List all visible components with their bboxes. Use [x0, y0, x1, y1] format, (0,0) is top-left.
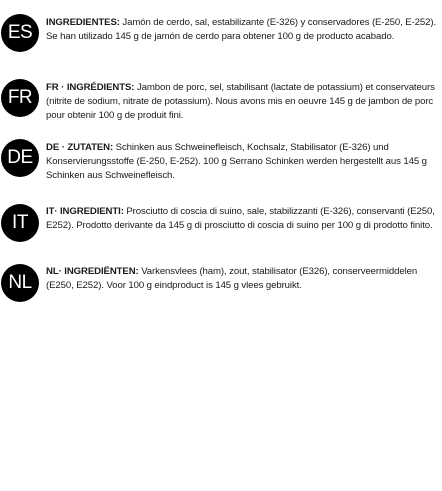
- ingredients-heading-fr: FR · INGRÉDIENTS:: [46, 82, 135, 93]
- ingredients-body-de: Schinken aus Schweinefleisch, Kochsalz, Stabilisator (E-326) und Konservierungsstoffe (E-250, E-252). 100 g Serrano Schinken werden hergestellt aus 145 g Schinken aus Schweinefleisch.: [46, 142, 427, 181]
- ingredients-heading-it: IT· INGREDIENTI:: [46, 206, 124, 217]
- ingredients-body-nl: Varkensvlees (ham), zout, stabilisator (E326), conserveermiddelen (E250, E252). Voor 100 g eindproduct is 145 g vlees gebruikt.: [46, 266, 418, 291]
- ingredients-body-es: Jamón de cerdo, sal, estabilizante (E-326) y conservadores (E-250, E-252). Se han utilizado 145 g de jamón de cerdo para obtener 100 g de producto acabado.: [46, 17, 437, 42]
- language-badge-de: DE: [1, 139, 39, 177]
- ingredients-heading-de: DE · ZUTATEN:: [46, 142, 114, 153]
- language-badge-es: ES: [1, 14, 39, 52]
- ingredients-heading-es: INGREDIENTES:: [46, 17, 120, 28]
- ingredients-text-nl: [46, 265, 440, 293]
- language-badge-it: IT: [1, 204, 39, 242]
- ingredients-body-it: Prosciutto di coscia di suino, sale, stabilizzanti (E-326), conservanti (E250, E252). Prodotto derivante da 145 g di prosciutto di coscia di suino per 100 g di prodotto finito.: [46, 206, 435, 231]
- language-badge-nl: NL: [1, 264, 39, 302]
- ingredients-text-fr: [46, 81, 440, 123]
- ingredients-body-fr: Jambon de porc, sel, stabilisant (lactate de potassium) et conservateurs (nitrite de sodium, nitrate de potassium). Nous avons mis en oeuvre 145 g de jambon de porc pour obtenir 100 g de produit fini.: [46, 82, 435, 121]
- ingredients-text-it: [46, 205, 440, 233]
- ingredients-text-es: [46, 16, 440, 44]
- ingredients-heading-nl: NL· INGREDIËNTEN:: [46, 266, 139, 277]
- language-badge-fr: FR: [1, 79, 39, 117]
- ingredients-text-de: [46, 141, 440, 183]
